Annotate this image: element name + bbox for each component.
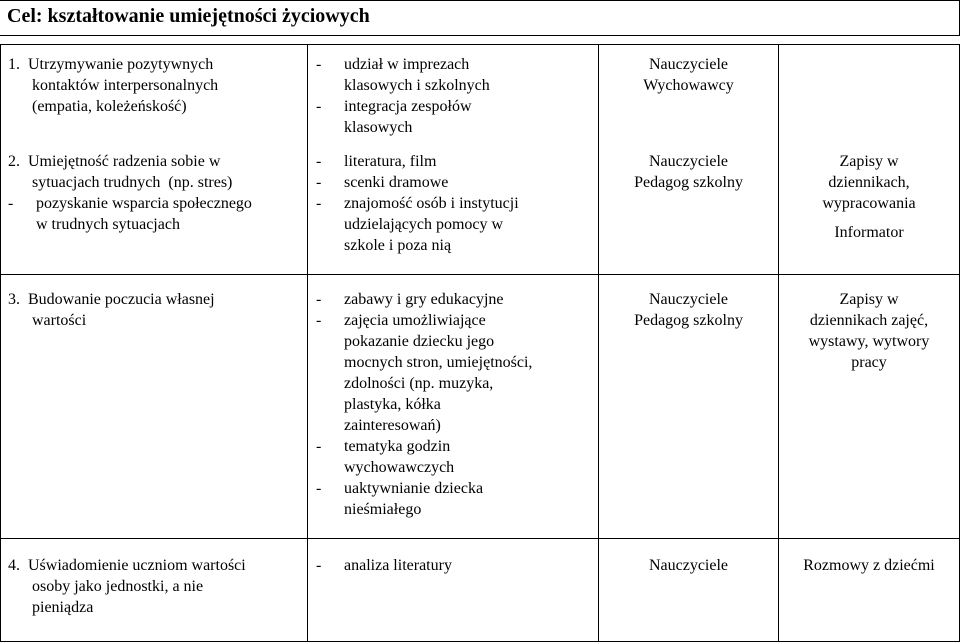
responsible-text: Nauczyciele xyxy=(648,291,729,308)
dash-marker: - xyxy=(316,56,322,73)
method-text: zainteresowań) xyxy=(344,417,441,434)
dash-marker: - xyxy=(316,438,322,455)
evaluation-cell xyxy=(779,555,959,576)
method-text: plastyka, kółka xyxy=(344,396,441,413)
goal-text: 3. Budowanie poczucia własnej xyxy=(8,291,215,308)
method-text: udzielających pomocy w xyxy=(344,216,504,233)
method-item xyxy=(316,555,592,576)
goal-text: kontaktów interpersonalnych xyxy=(32,77,219,94)
table-top-border xyxy=(0,44,960,45)
evaluation-text: Zapisy w xyxy=(839,153,899,170)
heading-text: Cel: kształtowanie umiejętności życiowych xyxy=(7,5,370,27)
method-item xyxy=(316,172,592,193)
method-text: zdolności (np. muzyka, xyxy=(344,375,494,392)
goal-text: 1. Utrzymywanie pozytywnych xyxy=(8,56,214,73)
method-text: pokazanie dziecku jego xyxy=(344,333,495,350)
row-divider xyxy=(0,538,960,539)
method-text: zabawy i gry edukacyjne xyxy=(344,291,504,308)
method-text: nieśmiałego xyxy=(344,501,422,518)
goal-text: pieniądza xyxy=(32,599,94,616)
dash-marker: - xyxy=(8,195,14,212)
method-item xyxy=(316,310,592,436)
responsible-text: Pedagog szkolny xyxy=(634,312,743,329)
evaluation-cell xyxy=(779,151,959,243)
goal-cell xyxy=(8,289,215,331)
dash-marker: - xyxy=(316,98,322,115)
method-text: klasowych i szkolnych xyxy=(344,77,490,94)
method-item xyxy=(316,151,592,172)
dash-marker: - xyxy=(316,480,322,497)
methods-cell xyxy=(316,54,592,138)
responsible-cell xyxy=(599,555,778,576)
responsible-text: Nauczyciele xyxy=(648,557,729,574)
dash-marker: - xyxy=(316,153,322,170)
column-divider xyxy=(0,44,1,642)
evaluation-text: dziennikach zajęć, xyxy=(809,312,929,329)
dash-marker: - xyxy=(316,557,322,574)
responsible-text: Wychowawcy xyxy=(643,77,734,94)
method-text: wychowawczych xyxy=(344,459,455,476)
section-heading xyxy=(0,0,960,36)
method-text: integracja zespołów xyxy=(344,98,472,115)
method-item xyxy=(316,193,592,256)
goal-text: 2. Umiejętność radzenia sobie w xyxy=(8,153,221,170)
evaluation-text: dziennikach, xyxy=(828,174,910,191)
methods-cell xyxy=(316,151,592,256)
evaluation-text: pracy xyxy=(851,354,887,371)
responsible-text: Nauczyciele xyxy=(648,153,729,170)
goal-cell xyxy=(8,555,246,618)
column-divider xyxy=(598,44,599,642)
evaluation-text: wypracowania xyxy=(822,195,916,212)
method-text: mocnych stron, umiejętności, xyxy=(344,354,533,371)
column-divider xyxy=(307,44,308,642)
evaluation-text: Informator xyxy=(834,224,904,241)
responsible-cell xyxy=(599,151,778,193)
method-text: udział w imprezach xyxy=(344,56,470,73)
method-text: znajomość osób i instytucji xyxy=(344,195,519,212)
goal-cell xyxy=(8,54,218,117)
methods-cell xyxy=(316,289,592,520)
goal-text: sytuacjach trudnych (np. stres) xyxy=(32,174,233,191)
method-text: zajęcia umożliwiające xyxy=(344,312,486,329)
method-item xyxy=(316,436,592,478)
responsible-cell xyxy=(599,54,778,96)
evaluation-text: Rozmowy z dziećmi xyxy=(803,557,935,574)
row-divider xyxy=(0,274,960,275)
goal-text: pozyskanie wsparcia społecznego xyxy=(36,195,252,212)
evaluation-text: Zapisy w xyxy=(839,291,899,308)
dash-marker: - xyxy=(316,312,322,329)
responsible-cell xyxy=(599,289,778,331)
goal-text: (empatia, koleżeńskość) xyxy=(32,98,187,115)
method-text: szkole i poza nią xyxy=(344,237,452,254)
responsible-text: Pedagog szkolny xyxy=(634,174,743,191)
dash-marker: - xyxy=(316,195,322,212)
goal-text: 4. Uświadomienie uczniom wartości xyxy=(8,557,246,574)
dash-marker: - xyxy=(316,174,322,191)
methods-cell xyxy=(316,555,592,576)
method-item xyxy=(316,478,592,520)
goal-text: wartości xyxy=(32,312,87,329)
method-item xyxy=(316,96,592,138)
goal-cell xyxy=(8,151,252,235)
evaluation-text: wystawy, wytwory xyxy=(808,333,930,350)
goal-text: osoby jako jednostki, a nie xyxy=(32,578,204,595)
evaluation-cell xyxy=(779,289,959,373)
goal-item xyxy=(8,193,252,235)
responsible-text: Nauczyciele xyxy=(648,56,729,73)
method-item xyxy=(316,54,592,96)
method-text: klasowych xyxy=(344,119,413,136)
goal-text: w trudnych sytuacjach xyxy=(36,216,180,233)
method-text: literatura, film xyxy=(344,153,437,170)
dash-marker: - xyxy=(316,291,322,308)
method-text: analiza literatury xyxy=(344,557,452,574)
method-text: scenki dramowe xyxy=(344,174,449,191)
method-text: tematyka godzin xyxy=(344,438,451,455)
method-item xyxy=(316,289,592,310)
method-text: uaktywnianie dziecka xyxy=(344,480,484,497)
